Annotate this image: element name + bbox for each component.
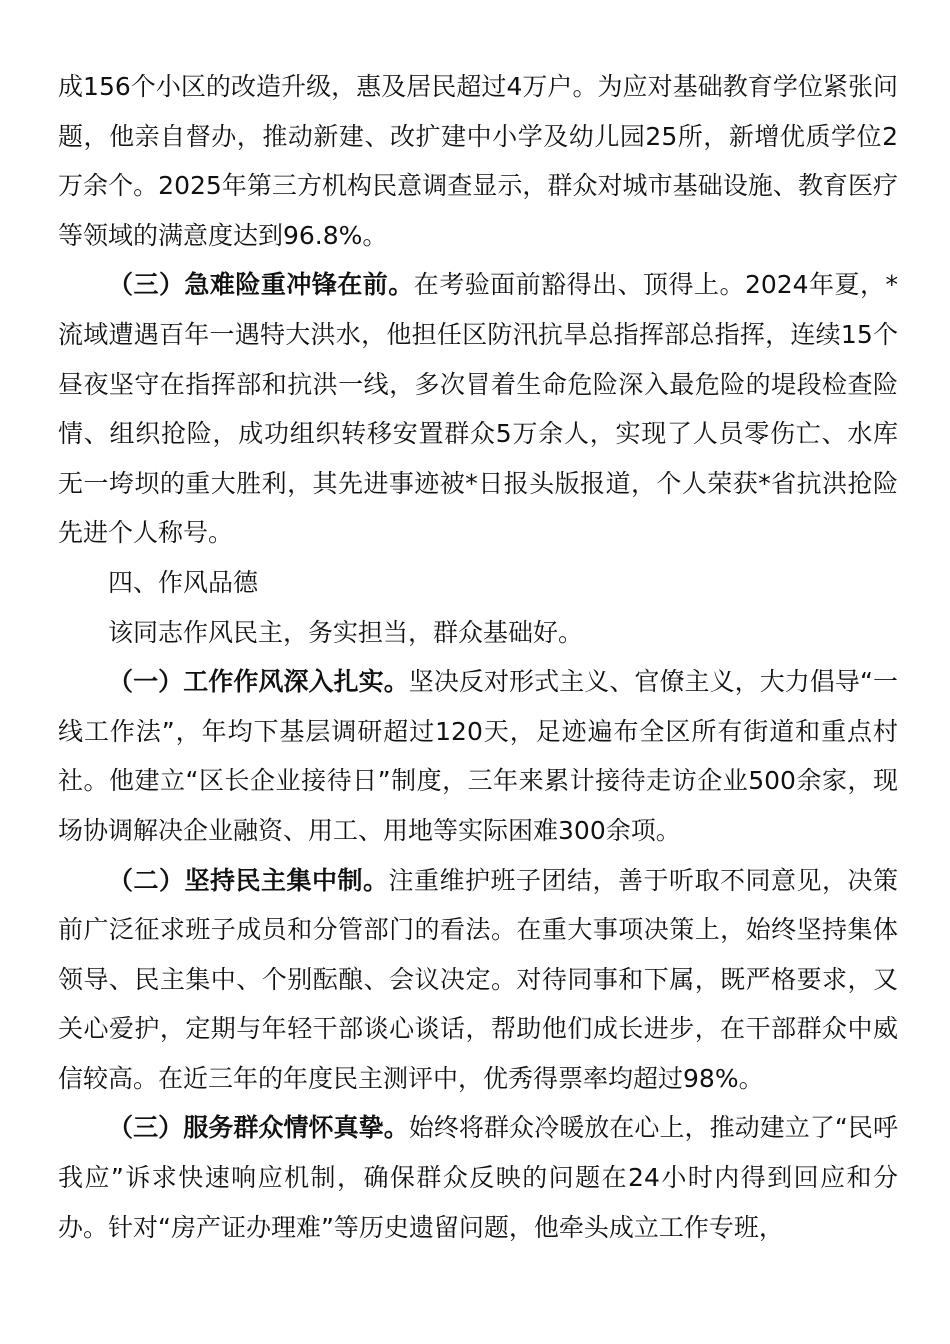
paragraph-heading: （二）坚持民主集中制。 [108, 865, 389, 895]
paragraph-heading: （一）工作作风深入扎实。 [108, 667, 409, 697]
paragraph-text: 始终将群众冷暖放在心上，推动建立了“民呼我应”诉求快速响应机制，确保群众反映的问题在24小时内得到回应和分办。针对“房产证办理难”等历史遗留问题，他牵头成立工作专班， [58, 1113, 898, 1242]
paragraph-heading: （三）急难险重冲锋在前。 [108, 270, 414, 300]
paragraph-work-style [58, 657, 898, 855]
paragraph-text: 坚决反对形式主义、官僚主义，大力倡导“一线工作法”，年均下基层调研超过120天，足迹遍布全区所有街道和重点村社。他建立“区长企业接待日”制度，三年来累计接待走访企业500余家，现场协调解决企业融资、用工、用地等实际困难300余项。 [58, 667, 898, 845]
paragraph-continuation [58, 62, 898, 260]
paragraph-emergency-response [58, 260, 898, 558]
paragraph-text: 注重维护班子团结，善于听取不同意见，决策前广泛征求班子成员和分管部门的看法。在重大事项决策上，始终坚持集体领导、民主集中、个别酝酿、会议决定。对待同事和下属，既严格要求，又关心爱护，定期与年轻干部谈心谈话，帮助他们成长进步，在干部群众中威信较高。在近三年的年度民主测评中，优秀得票率均超过98%。 [58, 865, 898, 1093]
paragraph-summary [58, 608, 898, 658]
paragraph-serving-people [58, 1103, 898, 1252]
paragraph-heading: （三）服务群众情怀真挚。 [108, 1113, 409, 1143]
section-title-conduct [58, 558, 898, 608]
section-title-text: 四、作风品德 [108, 567, 259, 597]
document-page [58, 62, 898, 1252]
paragraph-democratic-centralism [58, 856, 898, 1104]
paragraph-text: 该同志作风民主，务实担当，群众基础好。 [108, 617, 584, 647]
paragraph-text: 成156个小区的改造升级，惠及居民超过4万户。为应对基础教育学位紧张问题，他亲自督办，推动新建、改扩建中小学及幼儿园25所，新增优质学位2万余个。2025年第三方机构民意调查显示，群众对城市基础设施、教育医疗等领域的满意度达到96.8%。 [58, 72, 898, 250]
paragraph-text: 在考验面前豁得出、顶得上。2024年夏，*流域遭遇百年一遇特大洪水，他担任区防汛抗旱总指挥部总指挥，连续15个昼夜坚守在指挥部和抗洪一线，多次冒着生命危险深入最危险的堤段检查险情、组织抢险，成功组织转移安置群众5万余人，实现了人员零伤亡、水库无一垮坝的重大胜利，其先进事迹被*日报头版报道，个人荣获*省抗洪抢险先进个人称号。 [58, 270, 898, 548]
